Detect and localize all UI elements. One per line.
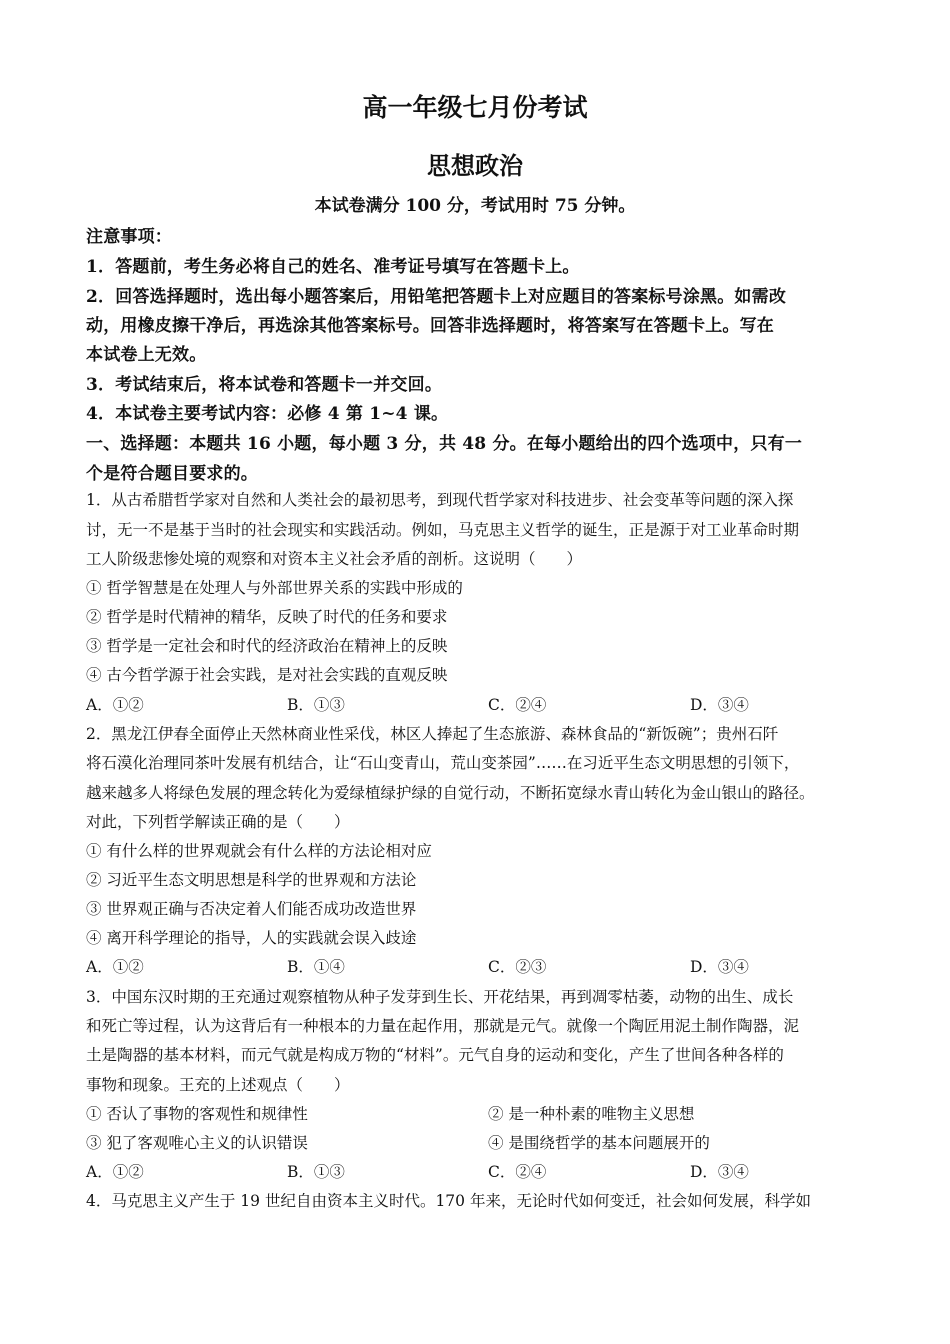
question-1-item: ② 哲学是时代精神的精华，反映了时代的任务和要求 [86,608,448,626]
question-3-stem: 3．中国东汉时期的王充通过观察植物从种子发芽到生长、开花结果，再到凋零枯萎，动物的出生、成长 [86,988,794,1006]
notice-line: 动，用橡皮擦干净后，再选涂其他答案标号。回答非选择题时，将答案写在答题卡上。写在 [86,316,774,336]
question-3-item: ② 是一种朴素的唯物主义思想 [488,1105,695,1123]
question-3-stem: 土是陶器的基本材料，而元气就是构成万物的“材料”。元气自身的运动和变化，产生了世间各种各样的 [86,1046,784,1064]
question-2-item: ④ 离开科学理论的指导，人的实践就会误入歧途 [86,929,417,947]
question-2-stem: 2．黑龙江伊春全面停止天然林商业性采伐，林区人捧起了生态旅游、森林食品的“新饭碗”；贵州石阡 [86,725,779,743]
question-1-stem: 工人阶级悲惨处境的观察和对资本主义社会矛盾的剖析。这说明（ ） [86,550,583,568]
question-1-item: ③ 哲学是一定社会和时代的经济政治在精神上的反映 [86,637,448,655]
question-2-item: ② 习近平生态文明思想是科学的世界观和方法论 [86,871,417,889]
question-2-option-b: B．①④ [287,958,345,976]
question-1-option-b: B．①③ [287,696,345,714]
question-1-item: ① 哲学智慧是在处理人与外部世界关系的实践中形成的 [86,579,463,597]
question-2-stem: 越来越多人将绿色发展的理念转化为爱绿植绿护绿的自觉行动，不断拓宽绿水青山转化为金山银山的路径。 [86,784,815,802]
question-1-item: ④ 古今哲学源于社会实践，是对社会实践的直观反映 [86,666,448,684]
notice-line: 1．答题前，考生务必将自己的姓名、准考证号填写在答题卡上。 [86,257,580,277]
question-3-option-a: A．①② [86,1163,144,1181]
exam-info: 本试卷满分 100 分，考试用时 75 分钟。 [314,196,636,216]
notice-line: 4．本试卷主要考试内容：必修 4 第 1~4 课。 [86,404,449,424]
question-3-item: ④ 是围绕哲学的基本问题展开的 [488,1134,710,1152]
question-4-stem: 4．马克思主义产生于 19 世纪自由资本主义时代。170 年来，无论时代如何变迁，社会如何发展，科学如 [86,1192,811,1210]
question-1-stem: 讨，无一不是基于当时的社会现实和实践活动。例如，马克思主义哲学的诞生，正是源于对工业革命时期 [86,521,800,539]
section-heading: 一、选择题：本题共 16 小题，每小题 3 分，共 48 分。在每小题给出的四个选项中，只有一 [86,434,803,454]
question-3-item: ① 否认了事物的客观性和规律性 [86,1105,308,1123]
question-2-option-c: C．②③ [488,958,547,976]
question-3-stem: 事物和现象。王充的上述观点（ ） [86,1076,350,1094]
question-1-option-a: A．①② [86,696,144,714]
notice-heading: 注意事项： [86,227,172,247]
question-3-option-b: B．①③ [287,1163,345,1181]
question-3-stem: 和死亡等过程，认为这背后有一种根本的力量在起作用，那就是元气。就像一个陶匠用泥土制作陶器，泥 [86,1017,800,1035]
question-2-option-d: D．③④ [690,958,749,976]
question-1-stem: 1．从古希腊哲学家对自然和人类社会的最初思考，到现代哲学家对科技进步、社会变革等问题的深入探 [86,491,794,509]
subject-title: 思想政治 [427,151,523,180]
question-2-option-a: A．①② [86,958,144,976]
question-3-option-d: D．③④ [690,1163,749,1181]
question-1-option-d: D．③④ [690,696,749,714]
notice-line: 本试卷上无效。 [86,345,207,365]
notice-line: 3．考试结束后，将本试卷和答题卡一并交回。 [86,375,443,395]
question-2-item: ① 有什么样的世界观就会有什么样的方法论相对应 [86,842,432,860]
question-1-option-c: C．②④ [488,696,547,714]
question-2-stem: 将石漠化治理同茶叶发展有机结合，让“石山变青山，荒山变茶园”……在习近平生态文明思想的引领下， [86,754,800,772]
section-heading: 个是符合题目要求的。 [86,464,258,484]
question-2-stem: 对此，下列哲学解读正确的是（ ） [86,813,350,831]
question-3-item: ③ 犯了客观唯心主义的认识错误 [86,1134,308,1152]
question-2-item: ③ 世界观正确与否决定着人们能否成功改造世界 [86,900,417,918]
question-3-option-c: C．②④ [488,1163,547,1181]
notice-line: 2．回答选择题时，选出每小题答案后，用铅笔把答题卡上对应题目的答案标号涂黑。如需改 [86,287,787,307]
exam-title: 高一年级七月份考试 [362,93,588,122]
